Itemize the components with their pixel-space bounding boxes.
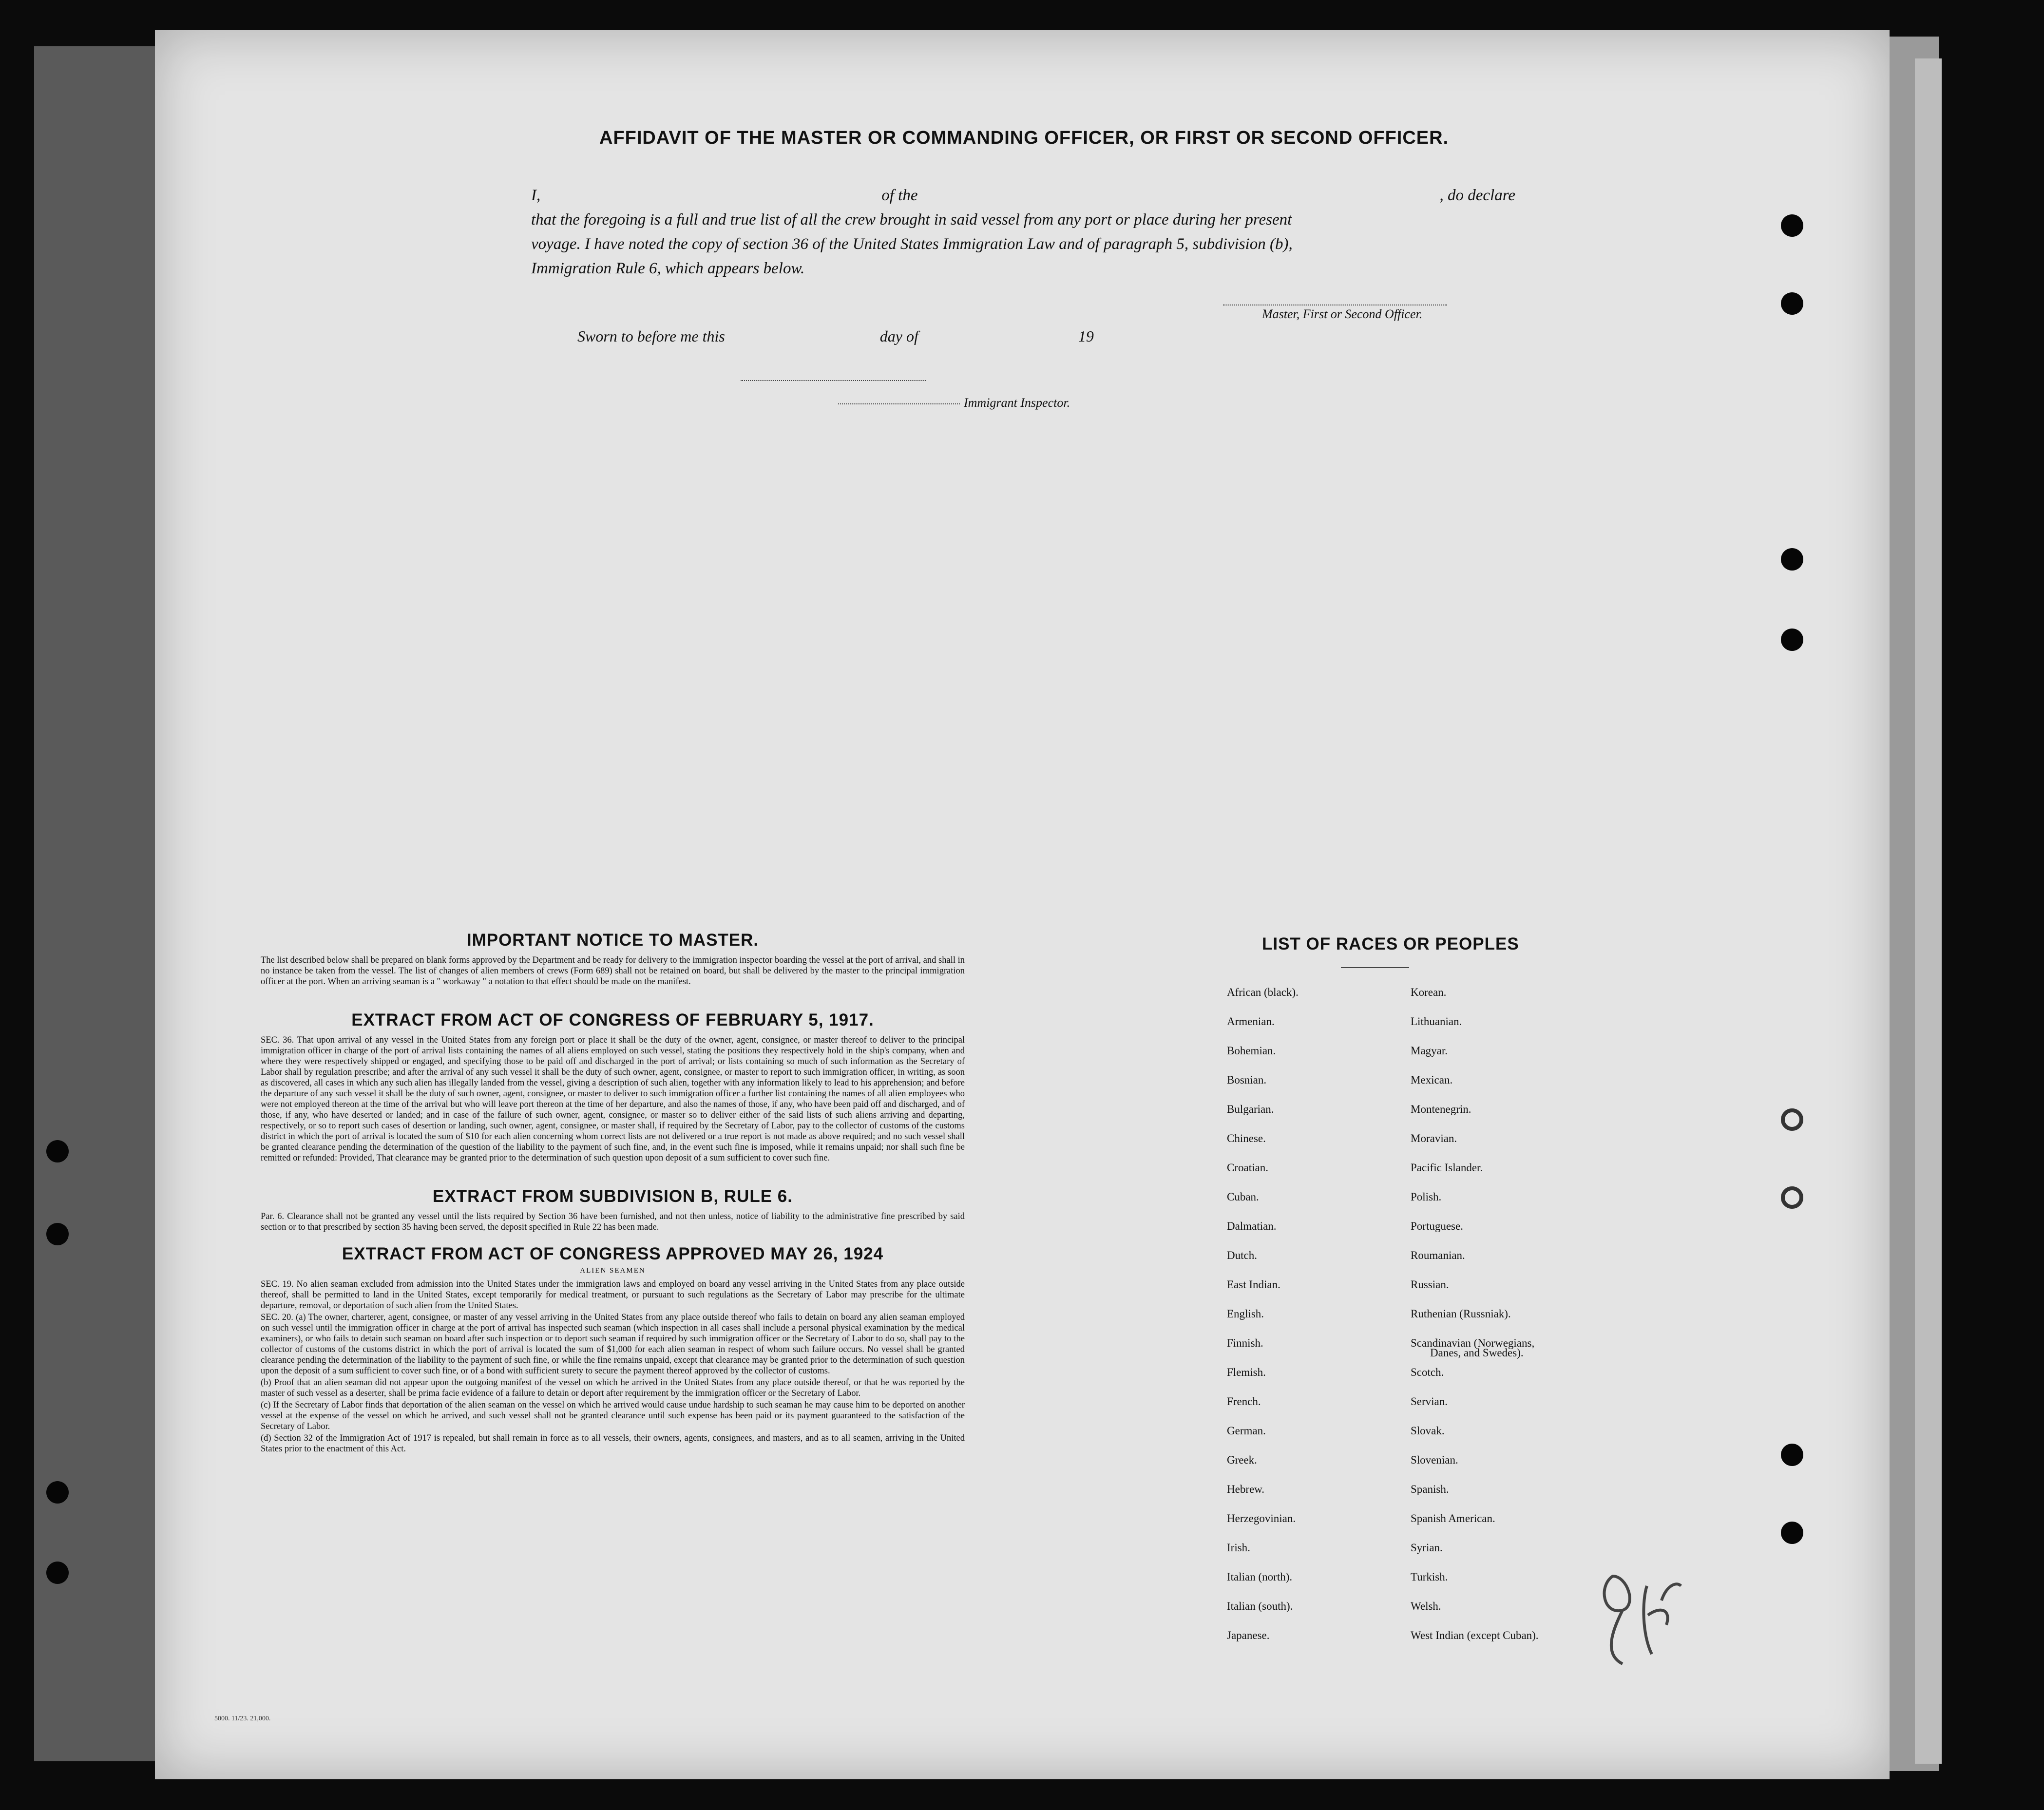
race-item-label: Korean.	[1411, 986, 1447, 998]
punch-hole	[1781, 629, 1803, 651]
affidavit-declare: , do declare	[1439, 187, 1515, 204]
race-item-label: Mexican.	[1411, 1074, 1453, 1086]
race-item-label: Spanish American.	[1411, 1512, 1495, 1524]
race-item	[1411, 1629, 1539, 1658]
race-item: Bosnian.	[1227, 1074, 1267, 1086]
race-item: Greek.	[1227, 1454, 1257, 1466]
race-item: Japanese.	[1227, 1629, 1270, 1641]
race-item	[1411, 1571, 1539, 1600]
punch-hole	[1781, 1108, 1803, 1131]
race-item	[1411, 1483, 1539, 1512]
race-item	[1411, 1191, 1539, 1220]
race-item-label: Ruthenian (Russniak).	[1411, 1308, 1511, 1320]
extract-1924-sec19: SEC. 19. No alien seaman excluded from admission into the United States under the immigration laws and employed on board any vessel arriving in the United States from any place outside thereof, shall be permitted to land in the United States, except temporarily for medical treatment, or pursuant to such regulations as the Secretary of Labor may prescribe for the ultimate departure, removal, or deportation of such alien from the United States.	[261, 1279, 965, 1311]
punch-hole	[1781, 214, 1803, 237]
race-item: Bulgarian.	[1227, 1103, 1274, 1115]
race-item-continuation: Danes, and Swedes).	[1430, 1347, 1524, 1359]
race-item	[1411, 1278, 1539, 1308]
punch-hole	[1781, 1444, 1803, 1466]
race-item-label: West Indian (except Cuban).	[1411, 1629, 1539, 1641]
punch-hole	[1781, 1522, 1803, 1544]
race-item: Dutch.	[1227, 1249, 1257, 1261]
affidavit-line-1	[531, 183, 1515, 208]
race-item	[1411, 1015, 1539, 1045]
sworn-day-of: day of	[879, 327, 918, 345]
race-item: Finnish.	[1227, 1337, 1263, 1349]
affidavit-title: AFFIDAVIT OF THE MASTER OR COMMANDING OFFICER, OR FIRST OR SECOND OFFICER.	[599, 128, 1449, 148]
race-item: English.	[1227, 1308, 1264, 1320]
race-item-label: Servian.	[1411, 1395, 1448, 1408]
punch-hole	[46, 1223, 69, 1245]
race-item-label: Roumanian.	[1411, 1249, 1465, 1261]
race-item: Hebrew.	[1227, 1483, 1265, 1495]
race-item	[1411, 1512, 1539, 1542]
race-item	[1411, 1600, 1539, 1629]
race-item	[1411, 1337, 1539, 1366]
races-divider	[1341, 967, 1409, 968]
form-number: 5000. 11/23. 21,000.	[214, 1715, 271, 1722]
notice-heading: IMPORTANT NOTICE TO MASTER.	[466, 931, 759, 950]
race-item-label: Spanish.	[1411, 1483, 1449, 1495]
inspector-line-1	[741, 380, 926, 381]
races-title: LIST OF RACES OR PEOPLES	[1262, 934, 1519, 953]
punch-hole	[46, 1481, 69, 1504]
race-item-label: Turkish.	[1411, 1571, 1448, 1583]
extract-1924-sec20c: (c) If the Secretary of Labor finds that deportation of the alien seaman on the vessel on which he arrived would cause undue hardship to such seaman he may cause him to be deported on another vessel at the expense of the vessel on which he arrived, and such vessel shall not be granted clearance until such expense has been paid or its payment guaranteed to the satisfaction of the Secretary of Labor.	[261, 1400, 965, 1431]
race-item	[1411, 1074, 1539, 1103]
sworn-line	[577, 327, 1094, 345]
race-item-label: Slovenian.	[1411, 1454, 1458, 1466]
race-item: African (black).	[1227, 986, 1299, 998]
race-item: Bohemian.	[1227, 1045, 1276, 1057]
race-item: Flemish.	[1227, 1366, 1266, 1378]
race-item	[1411, 1395, 1539, 1425]
background-sheet-edge	[1915, 58, 1942, 1764]
race-item: French.	[1227, 1395, 1261, 1408]
inspector-line-2	[838, 403, 960, 404]
race-item-label: Lithuanian.	[1411, 1015, 1462, 1028]
race-item: East Indian.	[1227, 1278, 1280, 1291]
extract-1924-sec20b: (b) Proof that an alien seaman did not appear upon the outgoing manifest of the vessel on which he arrived in the United States from any place outside thereof, or that he was reported by the master of such vessel as a deserter, shall be prima facie evidence of a failure to detain or deport after requirement by the immigration officer or the Secretary of Labor.	[261, 1378, 965, 1398]
race-item: Cuban.	[1227, 1191, 1259, 1203]
sworn-year: 19	[1078, 327, 1094, 345]
notices-column	[261, 931, 965, 1459]
race-item-label: Scotch.	[1411, 1366, 1444, 1378]
extract-1924-subheading: ALIEN SEAMEN	[580, 1267, 646, 1275]
inspector-label: Immigrant Inspector.	[964, 396, 1070, 410]
affidavit-line-2: that the foregoing is a full and true list of all the crew brought in said vessel from any port or place during her present	[531, 211, 1292, 229]
race-item-label: Polish.	[1411, 1191, 1442, 1203]
race-item: Croatian.	[1227, 1162, 1268, 1174]
race-item	[1411, 1249, 1539, 1278]
punch-hole	[46, 1140, 69, 1162]
punch-hole	[1781, 548, 1803, 571]
race-item: Italian (south).	[1227, 1600, 1293, 1612]
race-item	[1411, 1103, 1539, 1132]
race-item	[1411, 1220, 1539, 1249]
race-item: Irish.	[1227, 1542, 1250, 1554]
extract-1917-text: SEC. 36. That upon arrival of any vessel in the United States from any foreign port or place it shall be the duty of the owner, agent, consignee, or master thereof to deliver to the principal immigration officer in charge of the port of arrival lists containing the names of all aliens employed on such vessel, stating the positions they respectively hold in the ship's company, when and where they were respectively shipped or engaged, and specifying those to be paid off and discharged in the port of arrival; or lists containing so much of such information as the Secretary of Labor shall by regulation prescribe; and after the arrival of any such vessel it shall be the duty of such owner, agent, consignee, or master to report to such immigration officer, in writing, as soon as discovered, all cases in which any such alien has illegally landed from the vessel, giving a description of such alien, together with any information likely to lead to his apprehension; and before the departure of any such vessel it shall be the duty of such owner, agent, consignee, or master to deliver to such immigration officer a further list containing the names of all alien employees who were not employed thereon at the time of the arrival but who will leave port thereon at the time of her departure, and also the names of those, if any, who have been paid off and discharged, and of those, if any, who have deserted or landed; and in case of the failure of such owner, agent, consignee, or master so to deliver either of the said lists of such aliens arriving and departing, respectively, or so to report such cases of desertion or landing, such owner, agent, consignee, or master shall, if required by the Secretary of Labor, pay to the collector of customs of the customs district in which the port of arrival is located the sum of $10 for each alien concerning whom correct lists are not delivered or a true report is not made as above required; and no such vessel shall be granted clearance pending the determination of the question of the liability to the payment of such fine, and, in the event such fine is imposed, while it remains unpaid; nor shall such fine be remitted or refunded: Provided, That clearance may be granted prior to the determination of such question upon deposit of a sum sufficient to cover such fine.	[261, 1035, 965, 1163]
extract-rule6-heading: EXTRACT FROM SUBDIVISION B, RULE 6.	[433, 1187, 793, 1206]
race-item: German.	[1227, 1425, 1266, 1437]
punch-hole	[46, 1562, 69, 1584]
race-item	[1411, 1045, 1539, 1074]
document-page	[155, 30, 1890, 1779]
race-item-label: Portuguese.	[1411, 1220, 1463, 1232]
affidavit-of-the: of the	[881, 187, 918, 204]
race-item: Armenian.	[1227, 1015, 1275, 1028]
race-item	[1411, 1162, 1539, 1191]
race-item	[1411, 1542, 1539, 1571]
race-item	[1411, 1308, 1539, 1337]
race-item	[1411, 1366, 1539, 1395]
race-item: Chinese.	[1227, 1132, 1266, 1144]
race-item-label: Scandinavian (Norwegians,	[1411, 1337, 1535, 1349]
extract-1924-sec20d: (d) Section 32 of the Immigration Act of 1917 is repealed, but shall remain in force as to all vessels, their owners, agents, consignees, and masters, and as to all seamen, arriving in the United States prior to the enactment of this Act.	[261, 1433, 965, 1454]
race-item-label: Montenegrin.	[1411, 1103, 1471, 1115]
race-item	[1411, 986, 1539, 1015]
race-item-label: Russian.	[1411, 1278, 1449, 1291]
race-item-label: Magyar.	[1411, 1045, 1448, 1057]
affidavit-i: I,	[531, 187, 541, 204]
race-item	[1411, 1425, 1539, 1454]
extract-1924-heading: EXTRACT FROM ACT OF CONGRESS APPROVED MAY 26, 1924	[342, 1244, 884, 1263]
affidavit-line-4: Immigration Rule 6, which appears below.	[531, 260, 805, 277]
races-left-column	[1227, 986, 1299, 1658]
notice-text: The list described below shall be prepared on blank forms approved by the Department and be ready for delivery to the immigration inspector boarding the vessel at the port of arrival, and shall in no instance be taken from the vessel. The list of changes of alien members of crews (Form 689) shall not be retained on board, but shall be delivered by the master to the principal immigration officer at the port. When an arriving seaman is a " workaway " a notation to that effect should be made on the manifest.	[261, 955, 965, 987]
extract-rule6-text: Par. 6. Clearance shall not be granted any vessel until the lists required by Section 36 have been furnished, and not then unless, notice of liability to the administrative fine prescribed by said section or to that prescribed by section 35 having been served, the deposit specified in Rule 22 has been made.	[261, 1212, 965, 1232]
handwritten-mark	[1593, 1557, 1691, 1674]
races-right-column	[1411, 986, 1539, 1658]
race-item-label: Syrian.	[1411, 1542, 1443, 1554]
race-item-label: Moravian.	[1411, 1132, 1457, 1144]
race-item-label: Welsh.	[1411, 1600, 1441, 1612]
punch-hole	[1781, 1186, 1803, 1209]
race-item: Herzegovinian.	[1227, 1512, 1296, 1524]
punch-hole	[1781, 292, 1803, 315]
extract-1917-heading: EXTRACT FROM ACT OF CONGRESS OF FEBRUARY 5, 1917.	[351, 1010, 874, 1029]
affidavit-body	[531, 183, 1515, 281]
sworn-prefix: Sworn to before me this	[577, 327, 725, 345]
affidavit-line-3: voyage. I have noted the copy of section 36 of the United States Immigration Law and of paragraph 5, subdivision (b),	[531, 235, 1293, 253]
race-item: Italian (north).	[1227, 1571, 1293, 1583]
race-item: Dalmatian.	[1227, 1220, 1277, 1232]
master-signature-label: Master, First or Second Officer.	[1262, 307, 1423, 321]
race-item	[1411, 1454, 1539, 1483]
race-item-label: Pacific Islander.	[1411, 1162, 1483, 1174]
race-item	[1411, 1132, 1539, 1162]
race-item-label: Slovak.	[1411, 1425, 1445, 1437]
extract-1924-sec20a: SEC. 20. (a) The owner, charterer, agent, consignee, or master of any vessel arriving in the United States from any place outside thereof who fails to detain on board any alien seaman employed on such vessel until the immigration officer in charge at the port of arrival has inspected such seaman (which inspection in all cases shall include a personal physical examination by the medical examiners), or who fails to detain such seaman on board after such inspection or to deport such seaman if required by such immigration officer or the Secretary of Labor to do so, shall pay to the collector of customs of the customs district in which the port of arrival is located the sum of $1,000 for each alien seaman in respect of whom such failure occurs. No vessel shall be granted clearance pending the determination of the liability to the payment of such fine, or while the fine remains unpaid, except that clearance may be granted prior to the determination of such question upon the deposit of a sum sufficient to cover such fine, or of a bond with sufficient surety to secure the payment thereof approved by the collector of customs.	[261, 1313, 965, 1376]
